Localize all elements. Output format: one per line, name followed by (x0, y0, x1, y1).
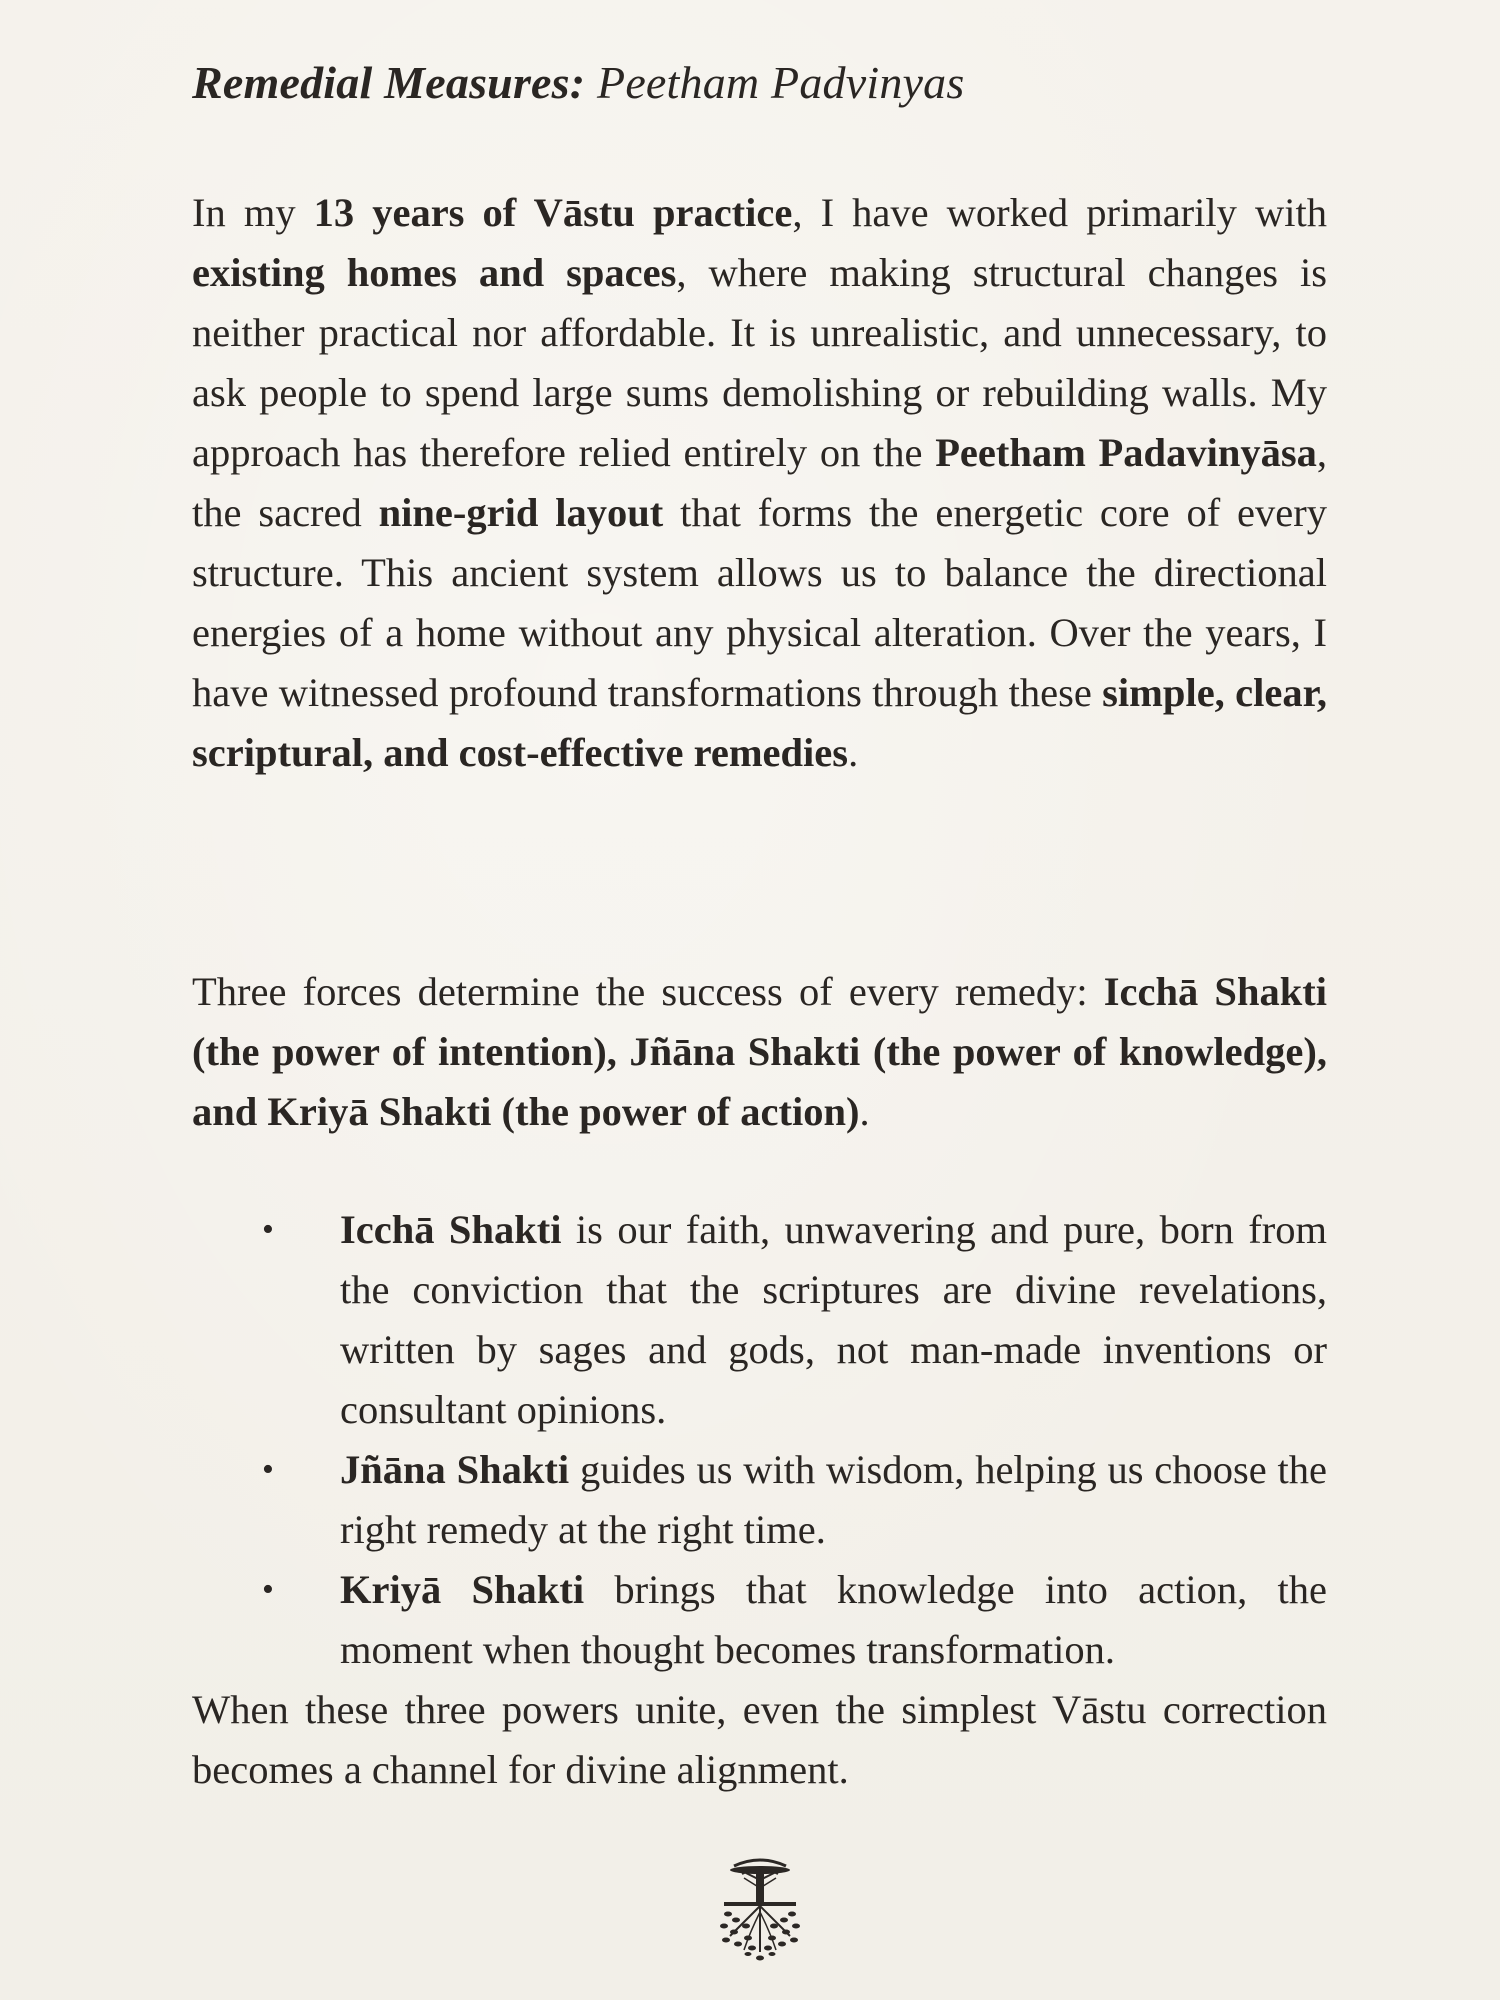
intro-paragraph (192, 183, 1327, 783)
text-run: , I have worked primarily with (792, 190, 1327, 235)
three-forces-paragraph (192, 962, 1327, 1142)
bullet-term: Kriyā Shakti (340, 1567, 585, 1612)
shakti-bullet-list (192, 1200, 1327, 1680)
header-title-bold: Remedial Measures: (192, 57, 586, 108)
text-run: . (859, 1089, 870, 1134)
bullet-term: Icchā Shakti (340, 1207, 562, 1252)
bullet-text: is our faith, unwavering and pure, born from the conviction that the scriptures are divine revelations, written by sages and gods, not man-made inventions or consultant opinions. (340, 1207, 1327, 1432)
header-title-rest: Peetham Padvinyas (597, 57, 965, 108)
list-item (192, 1200, 1327, 1440)
closing-paragraph: When these three powers unite, even the simplest Vāstu correction becomes a channel for divine alignment. (192, 1687, 1327, 1792)
bullet-text: brings that knowledge into action, the moment when thought becomes transformation. (340, 1567, 1327, 1672)
text-run: , where making structural changes is neither practical nor affordable. It is unrealistic, and unnecessary, to ask people to spend large sums demolishing or rebuilding walls. My approach has therefore relied entirely on the (192, 250, 1328, 475)
bullet-dot-icon: • (262, 1571, 274, 1608)
bullet-term: Jñāna Shakti (340, 1447, 570, 1492)
bold-run: nine-grid layout (378, 490, 664, 535)
text-run: that forms the energetic core of every structure. This ancient system allows us to balance the directional energies of a home without any physical alteration. Over the years, I have witnessed profound transformations through these (192, 490, 1327, 715)
text-run: . (848, 730, 859, 775)
bold-run: 13 years of Vāstu practice (313, 190, 793, 235)
bold-run: simple, clear, scriptural, and cost-effective remedies (192, 670, 1327, 775)
tree-of-life-icon (704, 1856, 816, 1964)
chapter-header (192, 56, 1342, 109)
list-item (192, 1440, 1327, 1560)
text-run: In my (192, 190, 314, 235)
bullet-dot-icon: • (262, 1211, 274, 1248)
bold-run: existing homes and spaces (192, 250, 677, 295)
bold-run: Icchā Shakti (the power of intention), Jñāna Shakti (the power of knowledge), and Kriyā Shakti (the power of action) (192, 969, 1327, 1134)
list-item (192, 1560, 1327, 1680)
bold-run: Peetham Padavinyāsa (935, 430, 1317, 475)
text-run: , the sacred (192, 430, 1327, 535)
bullet-dot-icon: • (262, 1451, 274, 1488)
bullet-text: guides us with wisdom, helping us choose the right remedy at the right time. (340, 1447, 1327, 1552)
text-run: Three forces determine the success of every remedy: (192, 969, 1104, 1014)
